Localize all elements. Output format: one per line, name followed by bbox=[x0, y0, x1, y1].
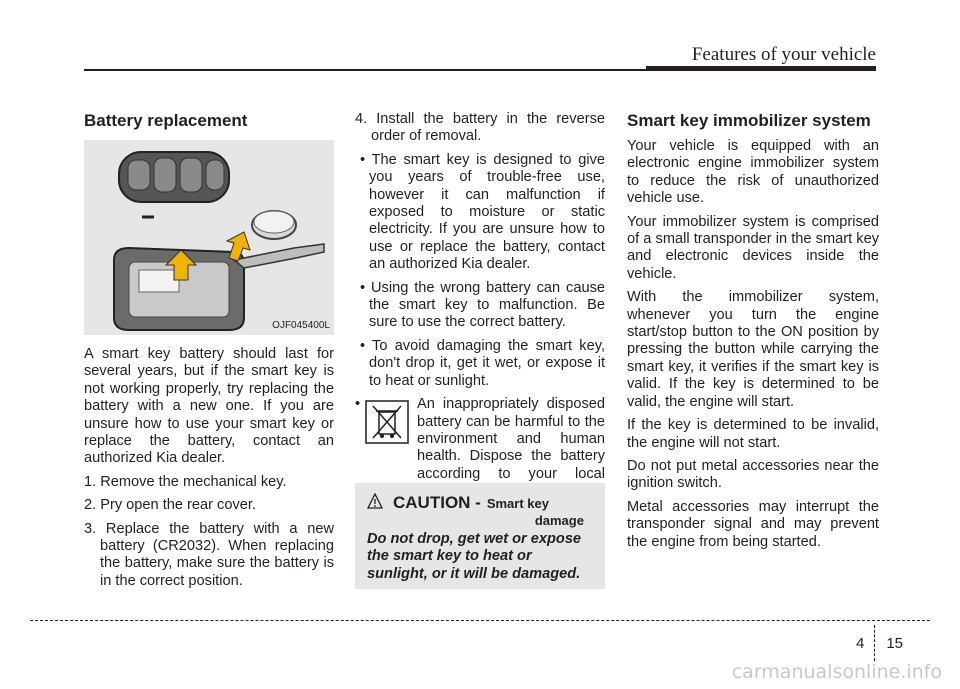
step-1: 1. Remove the mechanical key. bbox=[84, 473, 287, 490]
immobilizer-paragraph-4: If the key is determined to be invalid, the engine will not start. bbox=[627, 417, 879, 451]
caution-label: CAUTION - bbox=[393, 493, 481, 512]
page-number-divider bbox=[874, 625, 876, 661]
immobilizer-heading: Smart key immobilizer system bbox=[627, 111, 871, 130]
battery-intro-paragraph: A smart key battery should last for several years, but if the smart key is not working properly, try replacing the battery with a new one. If you are unsure how to use your smart key or replace the battery, contact an authorized Kia dealer. bbox=[84, 346, 334, 467]
header-rule-accent bbox=[646, 66, 876, 71]
immobilizer-body bbox=[627, 138, 879, 557]
bullet-design: • The smart key is designed to give you years of trouble-free use, however it can malfunction if exposed to moisture or static electricity. If you are unsure how to use or replace the battery, contact an authorized Kia dealer. bbox=[360, 151, 605, 273]
caution-body: Do not drop, get wet or expose the smart key to heat or sunlight, or it will be damaged. bbox=[367, 531, 582, 582]
warning-triangle-icon bbox=[367, 493, 383, 509]
immobilizer-paragraph-2: Your immobilizer system is comprised of a small transponder in the smart key and electronic devices inside the vehicle. bbox=[627, 213, 879, 282]
caution-header bbox=[367, 493, 584, 529]
step-2: 2. Pry open the rear cover. bbox=[84, 497, 256, 514]
page-number-value: 15 bbox=[886, 634, 903, 652]
page-number bbox=[856, 625, 903, 661]
section-title: Features of your vehicle bbox=[691, 44, 876, 65]
battery-replacement-heading: Battery replacement bbox=[84, 111, 248, 130]
immobilizer-paragraph-1: Your vehicle is equipped with an electronic engine immobilizer system to reduce the risk of unauthorized vehicle use. bbox=[627, 138, 879, 207]
step-4: 4. Install the battery in the reverse order of removal. bbox=[355, 111, 605, 145]
caution-subject bbox=[487, 493, 584, 529]
step-3: 3. Replace the battery with a new battery (CR2032). When replacing the battery, make sure the battery is in the correct position. bbox=[84, 520, 334, 589]
caution-subject-line2: damage bbox=[534, 513, 584, 528]
battery-replacement-body bbox=[84, 346, 334, 596]
battery-notes bbox=[355, 111, 605, 507]
chapter-number: 4 bbox=[855, 634, 865, 652]
bullet-wrong-battery: • Using the wrong battery can cause the smart key to malfunction. Be sure to use the correct battery. bbox=[360, 279, 605, 331]
watermark: carmanualsonline.info bbox=[731, 661, 942, 683]
figure-code: OJF045400L bbox=[272, 320, 330, 331]
bullet-avoid-damage: • To avoid damaging the smart key, don't drop it, get it wet, or expose it to heat or sunlight. bbox=[360, 337, 605, 389]
immobilizer-paragraph-6: Metal accessories may interrupt the transponder signal and may prevent the engine from being started. bbox=[627, 498, 879, 550]
disposal-bullet: • bbox=[355, 396, 361, 413]
immobilizer-paragraph-5: Do not put metal accessories near the ignition switch. bbox=[627, 457, 879, 492]
caution-box bbox=[355, 483, 605, 589]
crossed-bin-icon bbox=[365, 400, 409, 444]
smart-key-illustration bbox=[84, 140, 334, 335]
caution-subject-line1: Smart key bbox=[486, 496, 549, 511]
disposal-text: An inappropriately disposed battery can be harmful to the environment and human health. Dispose the battery according to your local bbox=[417, 396, 605, 482]
smart-key-battery-figure bbox=[84, 140, 334, 335]
footer-rule bbox=[30, 620, 930, 621]
immobilizer-paragraph-3: With the immobilizer system, whenever you turn the engine start/stop button to the ON position by pressing the button while carrying the smart key, it verifies if the smart key is valid. If the key is determined to be valid, the engine will start. bbox=[627, 289, 879, 410]
